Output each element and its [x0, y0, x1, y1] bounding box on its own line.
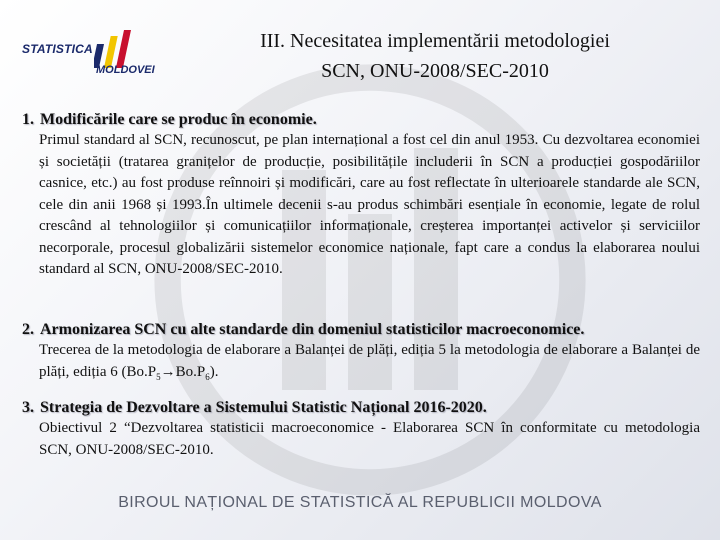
logo-text-statistica: STATISTICA [22, 42, 93, 56]
bop-6-subscript: 6 [205, 371, 210, 382]
title-line-1: III. Necesitatea implementării metodologiei [260, 30, 610, 52]
logo-text-moldovei: MOLDOVEI [96, 64, 155, 76]
title-line-2: SCN, ONU-2008/SEC-2010 [321, 60, 549, 82]
footer-organization: BIROUL NAȚIONAL DE STATISTICĂ AL REPUBLICII MOLDOVA [118, 494, 602, 511]
section-2-heading-text: Armonizarea SCN cu alte standarde din domeniul statisticilor macroeconomice. [40, 321, 585, 338]
section-2 [22, 320, 700, 388]
section-3-heading-text: Strategia de Dezvoltare a Sistemului Statistic Național 2016-2020. [40, 399, 487, 416]
section-1 [22, 110, 700, 281]
section-2-body [39, 340, 700, 388]
slide-title [200, 26, 670, 86]
logo [22, 30, 162, 90]
section-2-number: 2. [22, 321, 34, 338]
section-1-body: Primul standard al SCN, recunoscut, pe plan internațional a fost cel din anul 1953. Cu dezvoltarea economiei și societății (tratarea granițelor de producție, posibilitățile includerii în SCN a producției gospodăriilor casnice, etc.) au fost produse reînnoiri și modificări, care au fost reflectate în ulterioarele standarde ale SCN, cele din anii 1968 și 1993.În ultimele decenii s-au produs schimbări esențiale în economie, legate de rolul crescând al tehnologiilor și comunicațiilor informaționale, creșterea importanței activelor și serviciilor necorporale, procesul globalizării sistemelor economice naționale, fapt care a condus la elaborarea noului standard al SCN, ONU-2008/SEC-2010. [39, 132, 700, 277]
bop-5-subscript: 5 [156, 371, 161, 382]
section-1-number: 1. [22, 111, 34, 128]
section-2-heading [22, 320, 700, 340]
bop-5-label: Bo.P [126, 363, 157, 380]
section-2-body-text: Trecerea de la metodologia de elaborare a Balanței de plăți, ediția 5 la metodologia de elaborare a Balanței de plăți, ediția 6 ( [39, 342, 700, 380]
arrow-right-icon: → [160, 363, 176, 380]
section-3-body: Obiectivul 2 “Dezvoltarea statisticii macroeconomice - Elaborarea SCN în conformitate cu metodologia SCN, ONU-2008/SEC-2010. [39, 420, 700, 458]
section-1-heading [22, 110, 700, 130]
section-3-number: 3. [22, 399, 34, 416]
bop-6-label: Bo.P [175, 363, 206, 380]
section-3 [22, 398, 700, 461]
section-3-heading [22, 398, 700, 418]
section-2-body-end: ). [209, 363, 219, 380]
section-1-heading-text: Modificările care se produc în economie. [40, 111, 317, 128]
